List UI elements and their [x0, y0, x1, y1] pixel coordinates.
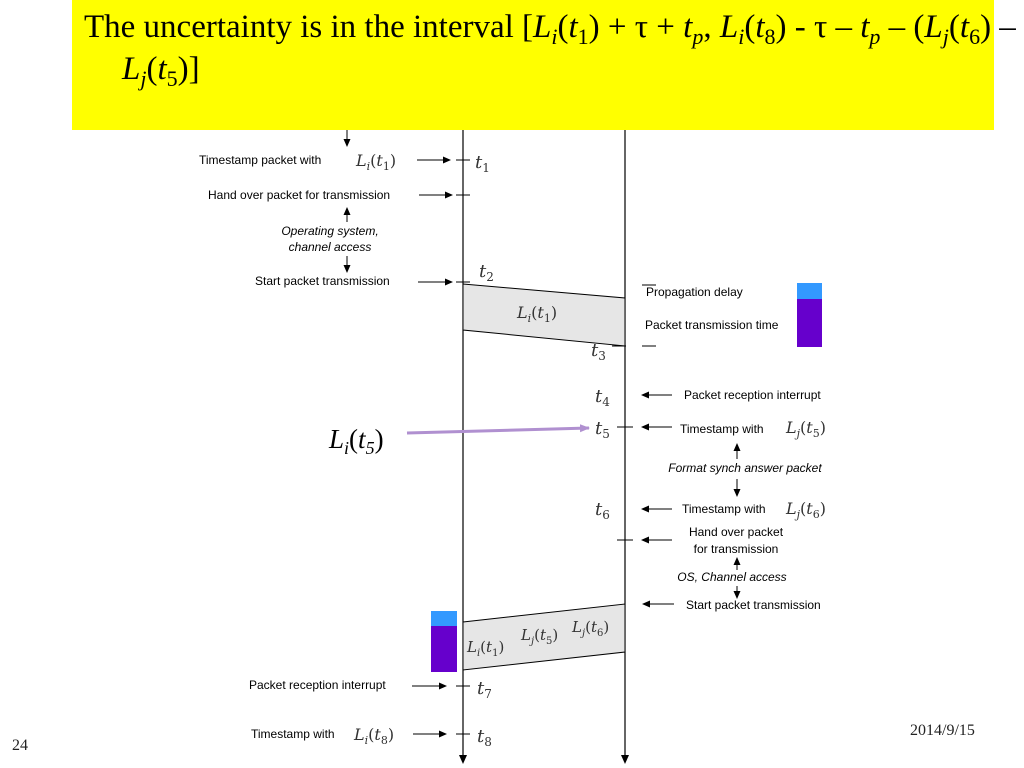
- receiver-timeline-arrow: [621, 755, 629, 764]
- sender-timeline-arrow: [459, 755, 467, 764]
- handover-label: Hand over packet for transmission: [208, 188, 391, 202]
- time-t6: $t_6$: [595, 499, 610, 522]
- handover-rx-label-1: Hand over packet: [688, 525, 784, 539]
- os-label-2: channel access: [288, 240, 372, 254]
- slide-title: The uncertainty is in the interval [$L_i(t_1) + \tau + t_p$, $L_i(t_8)$ - τ – $t_p - (L_j(t_6) - L_j(t_5)]$: [84, 9, 1016, 91]
- packet-2-label-Lj-t6: $L_j(t_6)$: [572, 618, 610, 639]
- callout-arrow: [407, 428, 589, 433]
- reception-rx-label: Packet reception interrupt: [684, 388, 821, 402]
- math-Lj-t6: $L_j(t_6)$: [786, 499, 826, 521]
- format-label: Format synch answer packet: [668, 461, 822, 475]
- tx-time-label: Packet transmission time: [645, 318, 779, 332]
- time-t4: $t_4$: [595, 386, 610, 409]
- os-label-1: Operating system,: [281, 224, 379, 238]
- return-propagation-bar: [431, 611, 457, 626]
- slide-date: 2014/9/15: [910, 722, 975, 739]
- timestamp-t8-label: Timestamp with: [251, 727, 335, 741]
- return-tx-time-bar: [431, 626, 457, 672]
- packet-2-label-Li-t1: $L_i(t_1)$: [467, 638, 505, 659]
- tx-time-bar: [797, 299, 822, 347]
- reception-tx-label: Packet reception interrupt: [249, 678, 386, 692]
- timestamp-packet-label: Timestamp packet with: [199, 153, 322, 167]
- start-tx-rx-label: Start packet transmission: [686, 598, 821, 612]
- propagation-label: Propagation delay: [646, 285, 743, 299]
- slide-number: 24: [12, 737, 28, 754]
- time-t2: $t_2$: [479, 261, 494, 284]
- handover-rx-label-2: for transmission: [693, 542, 779, 556]
- time-t3: $t_3$: [591, 340, 606, 363]
- callout-Li-t5: $L_i(t_5)$: [329, 424, 384, 458]
- math-Li-t1-top: $L_i(t_1)$: [356, 151, 397, 173]
- packet-1-label: $L_i(t_1)$: [517, 303, 558, 325]
- start-tx-label: Start packet transmission: [255, 274, 390, 288]
- time-t7: $t_7$: [477, 678, 492, 701]
- timestamp-t5-label: Timestamp with: [680, 422, 764, 436]
- packet-2-label-Lj-t5: $L_j(t_5)$: [521, 626, 559, 647]
- math-Li-t8: $L_i(t_8)$: [354, 725, 395, 747]
- propagation-bar: [797, 283, 822, 299]
- math-Lj-t5: $L_j(t_5)$: [786, 418, 826, 440]
- time-t1: $t_1$: [475, 152, 490, 175]
- time-t8: $t_8$: [477, 726, 492, 749]
- time-t5: $t_5$: [595, 418, 610, 441]
- os-rx-label: OS, Channel access: [677, 570, 787, 584]
- timestamp-t6-label: Timestamp with: [682, 502, 766, 516]
